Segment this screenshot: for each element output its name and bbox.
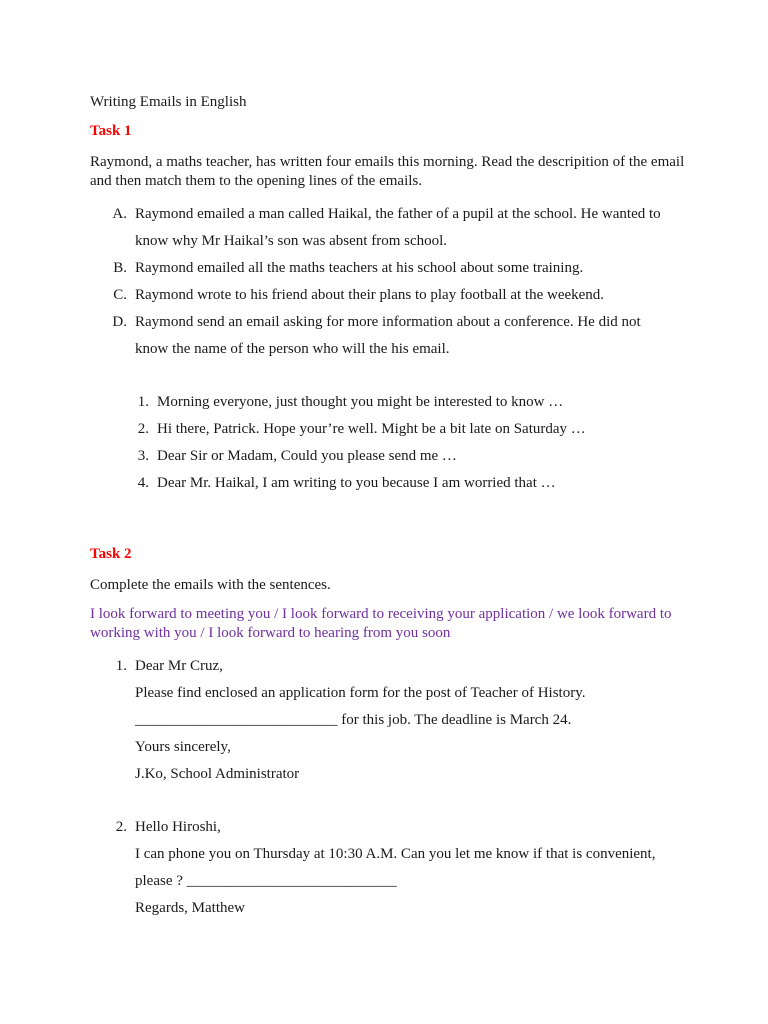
email-greeting: Hello Hiroshi, <box>135 819 221 835</box>
opening-text: Hi there, Patrick. Hope your’re well. Might be a bit late on Saturday … <box>157 421 586 437</box>
description-item <box>90 255 690 282</box>
opening-item <box>90 416 690 443</box>
opening-text: Morning everyone, just thought you might be interested to know … <box>157 394 564 410</box>
email-item <box>90 814 690 922</box>
description-item <box>90 201 690 255</box>
opening-text: Dear Mr. Haikal, I am writing to you because I am worried that … <box>157 475 556 491</box>
opening-item <box>90 389 690 416</box>
list-marker: 3. <box>137 448 149 464</box>
description-text: Raymond wrote to his friend about their plans to play football at the weekend. <box>135 287 605 303</box>
description-text: Raymond emailed all the maths teachers at his school about some training. <box>135 260 584 276</box>
email-body: I can phone you on Thursday at 10:30 A.M. Can you let me know if that is convenient, <box>135 846 656 862</box>
task2-options: I look forward to meeting you / I look forward to receiving your application / we look forward to working with you / I look forward to hearing from you soon <box>90 606 672 641</box>
description-item <box>90 309 690 363</box>
email-greeting: Dear Mr Cruz, <box>135 658 223 674</box>
list-marker: B. <box>113 260 127 276</box>
list-marker: A. <box>112 206 127 222</box>
list-marker: 1. <box>115 658 127 674</box>
list-marker: 4. <box>137 475 149 491</box>
list-marker: C. <box>113 287 127 303</box>
task2-email-list <box>90 653 690 922</box>
description-text: Raymond send an email asking for more information about a conference. He did not <box>135 314 641 330</box>
list-marker: 2. <box>115 819 127 835</box>
email-body-blank: ___________________________ for this job. The deadline is March 24. <box>135 712 572 728</box>
document-title: Writing Emails in English <box>90 94 247 110</box>
description-item <box>90 282 690 309</box>
description-text-continued: know the name of the person who will the his email. <box>135 341 450 357</box>
task2-instruction: Complete the emails with the sentences. <box>90 577 331 593</box>
task2-heading: Task 2 <box>90 546 132 562</box>
opening-text: Dear Sir or Madam, Could you please send me … <box>157 448 457 464</box>
email-signature: J.Ko, School Administrator <box>135 766 300 782</box>
opening-item <box>90 470 690 497</box>
email-body: Please find enclosed an application form for the post of Teacher of History. <box>135 685 586 701</box>
list-marker: D. <box>112 314 127 330</box>
document-page <box>90 93 690 922</box>
task1-intro: Raymond, a maths teacher, has written four emails this morning. Read the descripition of the email and then match them to the opening lines of the emails. <box>90 154 685 189</box>
task1-openings-list <box>90 389 690 497</box>
task1-description-list <box>90 201 690 363</box>
description-text: Raymond emailed a man called Haikal, the father of a pupil at the school. He wanted to <box>135 206 661 222</box>
list-marker: 2. <box>137 421 149 437</box>
opening-item <box>90 443 690 470</box>
email-closing: Regards, Matthew <box>135 900 245 916</box>
email-body-blank: please ? ____________________________ <box>135 873 397 889</box>
task1-heading: Task 1 <box>90 123 132 139</box>
description-text-continued: know why Mr Haikal’s son was absent from school. <box>135 233 448 249</box>
email-item <box>90 653 690 788</box>
email-closing: Yours sincerely, <box>135 739 231 755</box>
list-marker: 1. <box>137 394 149 410</box>
